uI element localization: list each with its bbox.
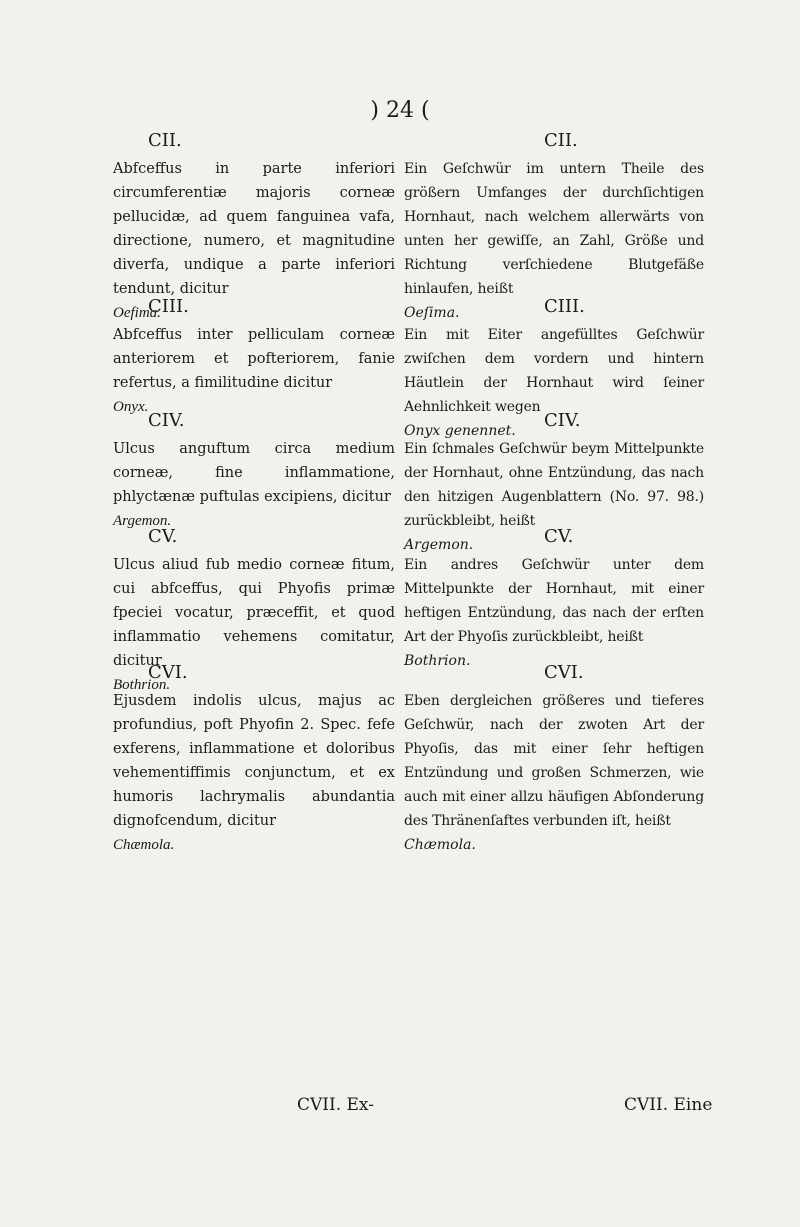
entry-term: Chæmola.	[404, 837, 476, 853]
entry-cv-german	[404, 526, 704, 669]
entry-heading: CIII.	[148, 296, 189, 317]
entry-term: Argemon.	[113, 513, 172, 529]
catchword-left: CVII. Ex-	[297, 1095, 374, 1115]
entry-text: Eben dergleichen größeres und tieferes Geſchwür, nach der zwoten Art der Phyoſis, das mit einer ſehr heftigen Entzündung und großen Schmerzen, wie auch mit einer allzu häufigen Abſonderung des Thränenſaftes verbunden iſt, heißt	[404, 693, 704, 829]
entry-heading: CV.	[544, 526, 574, 547]
entry-term: Bothrion.	[113, 677, 171, 693]
entry-term: Argemon.	[404, 537, 474, 553]
entry-term: Oeſima.	[404, 305, 460, 321]
entry-cvi-latin	[113, 662, 395, 854]
entry-heading: CVI.	[544, 662, 584, 683]
entry-term: Onyx genennet.	[404, 423, 516, 439]
entry-text: Ejusdem indolis ulcus, majus ac profundius, poft Phyofin 2. Spec. fefe exferens, inflammatione et doloribus vehementiffimis conjunctum, et ex humoris lachrymalis abundantia dignofcendum, dicitur	[113, 693, 395, 829]
entry-heading: CIV.	[148, 410, 185, 431]
entry-heading: CVI.	[148, 662, 188, 683]
entry-text: Abfceffus inter pelliculam corneæ anteriorem et pofteriorem, fanie refertus, a fimilitudine dicitur	[113, 327, 395, 391]
entry-ciii-latin	[113, 296, 395, 416]
entry-cii-german	[404, 130, 704, 321]
entry-civ-latin	[113, 410, 395, 530]
entry-heading: CIV.	[544, 410, 581, 431]
entry-heading: CV.	[148, 526, 178, 547]
entry-term: Bothrion.	[404, 653, 471, 669]
page-number: ) 24 (	[370, 98, 430, 123]
entry-text: Ein ſchmales Geſchwür beym Mittelpunkte der Hornhaut, ohne Entzündung, das nach den hitzigen Augenblattern (No. 97. 98.) zurückbleibt, heißt	[404, 441, 704, 529]
entry-text: Ulcus aliud fub medio corneæ fitum, cui abfceffus, qui Phyofis primæ fpeciei vocatur, præceffit, et quod inflammatio vehemens comitatur, dicitur	[113, 557, 395, 669]
entry-heading: CII.	[544, 130, 578, 151]
entry-text: Ein andres Geſchwür unter dem Mittelpunkte der Hornhaut, mit einer heftigen Entzündung, das nach der erſten Art der Phyoſis zurückbleibt, heißt	[404, 557, 704, 645]
entry-text: Ein mit Eiter angefülltes Geſchwür zwiſchen dem vordern und hintern Häutlein der Hornhaut wird ſeiner Aehnlichkeit wegen	[404, 327, 704, 415]
entry-term: Oefima.	[113, 305, 161, 321]
entry-heading: CII.	[148, 130, 182, 151]
entry-cvi-german	[404, 662, 704, 853]
entry-text: Abfceffus in parte inferiori circumferentiæ majoris corneæ pellucidæ, ad quem fanguinea vafa, directione, numero, et magnitudine diverfa, undique a parte inferiori tendunt, dicitur	[113, 161, 395, 297]
entry-text: Ein Geſchwür im untern Theile des größern Umfanges der durchſichtigen Hornhaut, nach welchem allerwärts von unten her gewiſſe, an Zahl, Größe und Richtung verſchiedene Blutgefäße hinlaufen, heißt	[404, 161, 704, 297]
entry-heading: CIII.	[544, 296, 585, 317]
entry-term: Chæmola.	[113, 837, 175, 853]
catchword-right: CVII. Eine	[624, 1095, 713, 1115]
entry-text: Ulcus anguftum circa medium corneæ, fine inflammatione, phlyctænæ puftulas excipiens, dicitur	[113, 441, 395, 505]
entry-term: Onyx.	[113, 399, 149, 415]
entry-cii-latin	[113, 130, 395, 322]
